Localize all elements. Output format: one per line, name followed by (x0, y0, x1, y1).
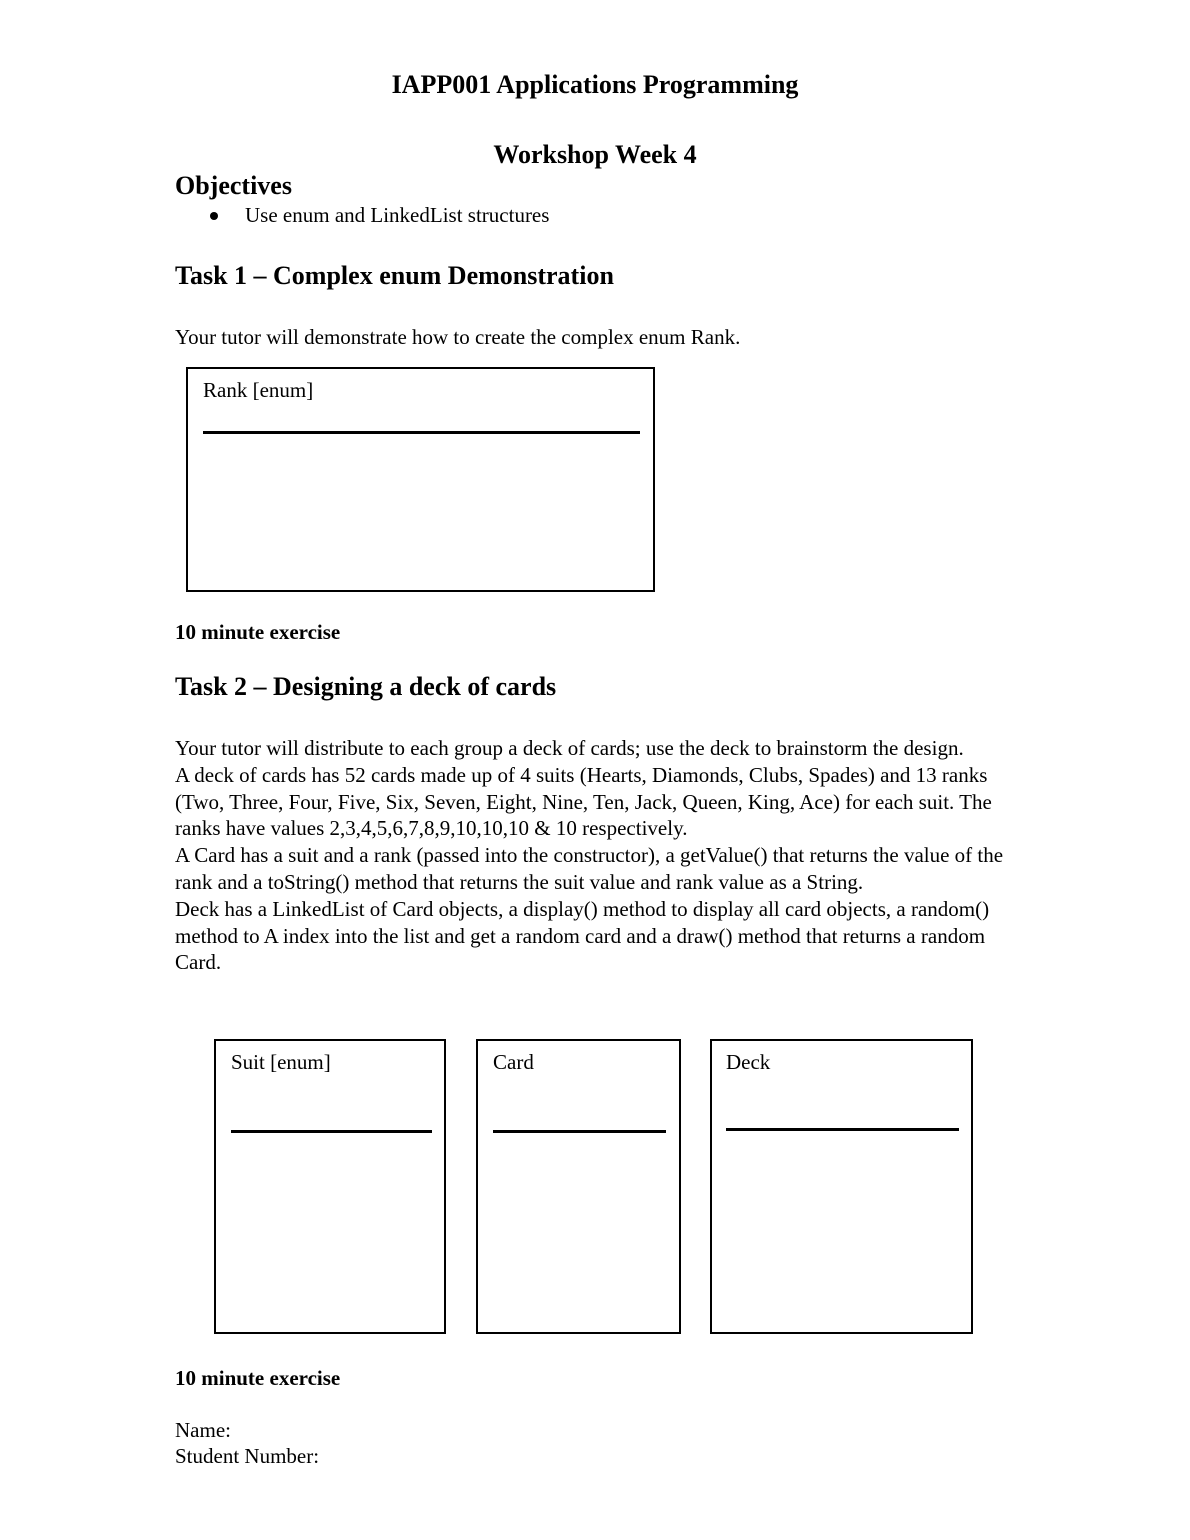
bullet-icon (210, 212, 218, 220)
task2-paragraph: Your tutor will distribute to each group a deck of cards; use the deck to brainstorm the design. (175, 736, 964, 760)
task1-intro: Your tutor will demonstrate how to create the complex enum Rank. (175, 325, 741, 349)
deck-box (710, 1039, 973, 1334)
rank-enum-box-divider (203, 431, 640, 434)
task2-heading: Task 2 – Designing a deck of cards (175, 672, 557, 701)
objective-item: Use enum and LinkedList structures (245, 203, 550, 227)
course-title: IAPP001 Applications Programming (391, 70, 799, 99)
card-box (476, 1039, 681, 1334)
task1-exercise-label: 10 minute exercise (175, 620, 341, 644)
deck-box-title: Deck (726, 1050, 771, 1074)
objectives-heading: Objectives (175, 171, 292, 200)
task2-paragraph: A Card has a suit and a rank (passed into the constructor), a getValue() that returns the value of the rank and a toString() method that returns the suit value and rank value as a String. (175, 843, 1004, 894)
student-number-label: Student Number: (175, 1444, 320, 1468)
name-label: Name: (175, 1418, 231, 1442)
card-box-divider (493, 1130, 666, 1133)
task2-exercise-label: 10 minute exercise (175, 1366, 341, 1390)
task2-description (175, 735, 1020, 976)
task2-paragraph: Deck has a LinkedList of Card objects, a display() method to display all card objects, a random() method to A index into the list and get a random card and a draw() method that returns a random Card. (175, 896, 990, 975)
task1-heading: Task 1 – Complex enum Demonstration (175, 261, 614, 290)
deck-box-divider (726, 1128, 959, 1131)
card-box-title: Card (493, 1050, 534, 1074)
workshop-title: Workshop Week 4 (493, 140, 697, 169)
rank-enum-box (186, 367, 655, 592)
suit-enum-box-divider (231, 1130, 432, 1133)
suit-enum-box-title: Suit [enum] (231, 1050, 331, 1074)
suit-enum-box (214, 1039, 446, 1334)
rank-enum-box-title: Rank [enum] (203, 378, 314, 402)
task2-paragraph: A deck of cards has 52 cards made up of 4 suits (Hearts, Diamonds, Clubs, Spades) and 13 ranks (Two, Three, Four, Five, Six, Seven, Eight, Nine, Ten, Jack, Queen, King, Ace) for each suit. The ranks have values 2,3,4,5,6,7,8,9,10,10,10 & 10 respectively. (175, 762, 992, 841)
